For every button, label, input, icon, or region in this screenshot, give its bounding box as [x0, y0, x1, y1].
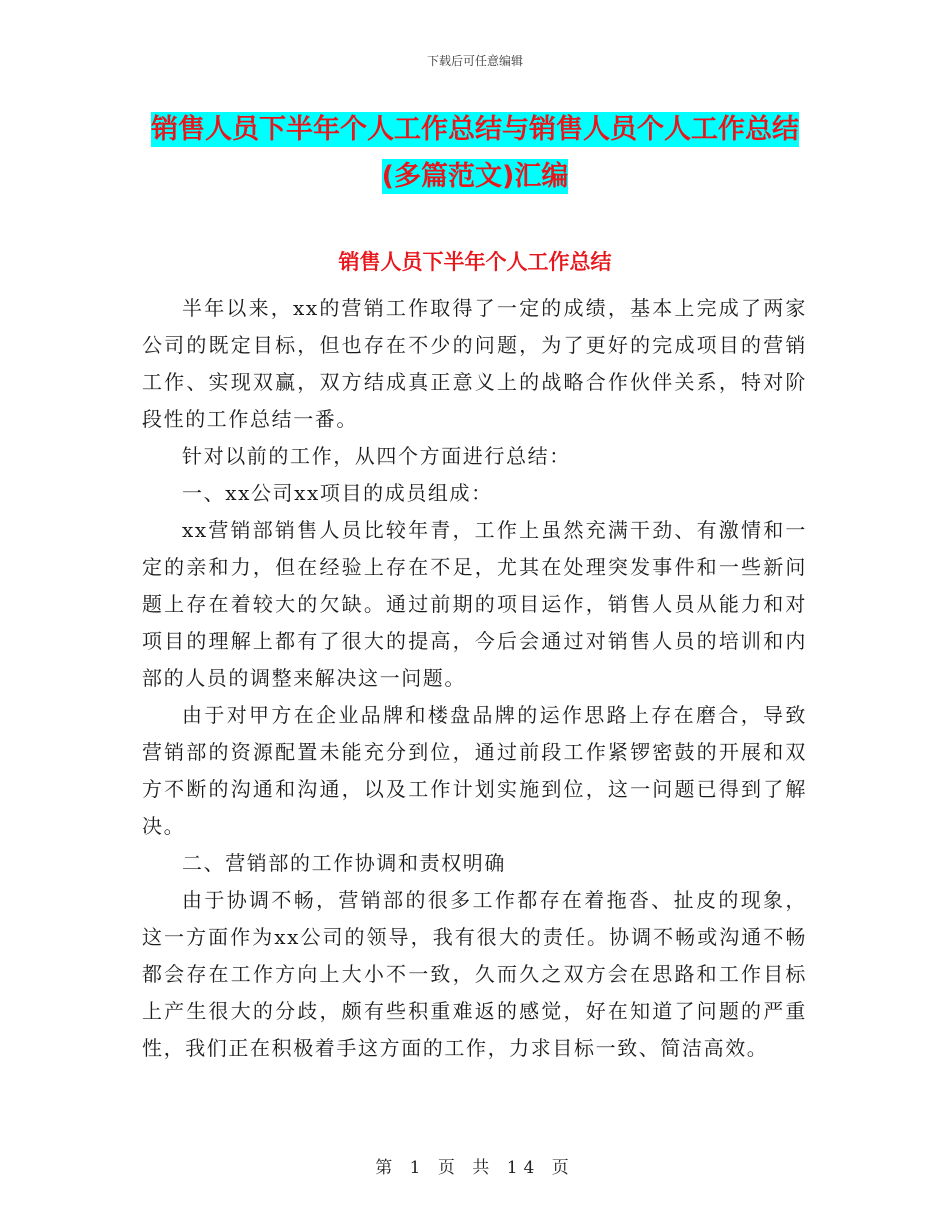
paragraph-heading: 二、营销部的工作协调和责权明确 [182, 851, 506, 875]
page-header-note: 下载后可任意编辑 [426, 54, 523, 68]
document-main-title [140, 106, 810, 200]
paragraph: 由于协调不畅，营销部的很多工作都存在着拖沓、扯皮的现象，这一方面作为xx公司的领导，我有很大的责任。协调不畅或沟通不畅都会存在工作方向上大小不一致，久而久之双方会在思路和工作目标上产生很大的分歧，颇有些积重难返的感觉，好在知道了问题的严重性，我们正在积极着手这方面的工作，力求目标一致、简洁高效。 [142, 888, 807, 1060]
paragraph-heading: 一、xx公司xx项目的成员组成： [182, 481, 493, 505]
paragraph: xx营销部销售人员比较年青，工作上虽然充满干劲、有激情和一定的亲和力，但在经验上存在不足，尤其在处理突发事件和一些新问题上存在着较大的欠缺。通过前期的项目运作，销售人员从能力和对项目的理解上都有了很大的提高，今后会通过对销售人员的培训和内部的人员的调整来解决这一问题。 [142, 518, 807, 690]
paragraph: 针对以前的工作，从四个方面进行总结： [182, 444, 571, 468]
section-title: 销售人员下半年个人工作总结 [338, 250, 612, 274]
page-number-footer: 第 1 页 共 14 页 [375, 1158, 575, 1178]
paragraph: 半年以来，xx的营销工作取得了一定的成绩，基本上完成了两家公司的既定目标，但也存在不少的问题，为了更好的完成项目的营销工作、实现双赢，双方结成真正意义上的战略合作伙伴关系，特对阶段性的工作总结一番。 [142, 296, 807, 431]
paragraph: 由于对甲方在企业品牌和楼盘品牌的运作思路上存在磨合，导致营销部的资源配置未能充分到位，通过前段工作紧锣密鼓的开展和双方不断的沟通和沟通，以及工作计划实施到位，这一问题已得到了解决。 [142, 703, 807, 838]
document-body [142, 290, 807, 1067]
main-title-highlight: 销售人员下半年个人工作总结与销售人员个人工作总结(多篇范文)汇编 [151, 114, 799, 192]
